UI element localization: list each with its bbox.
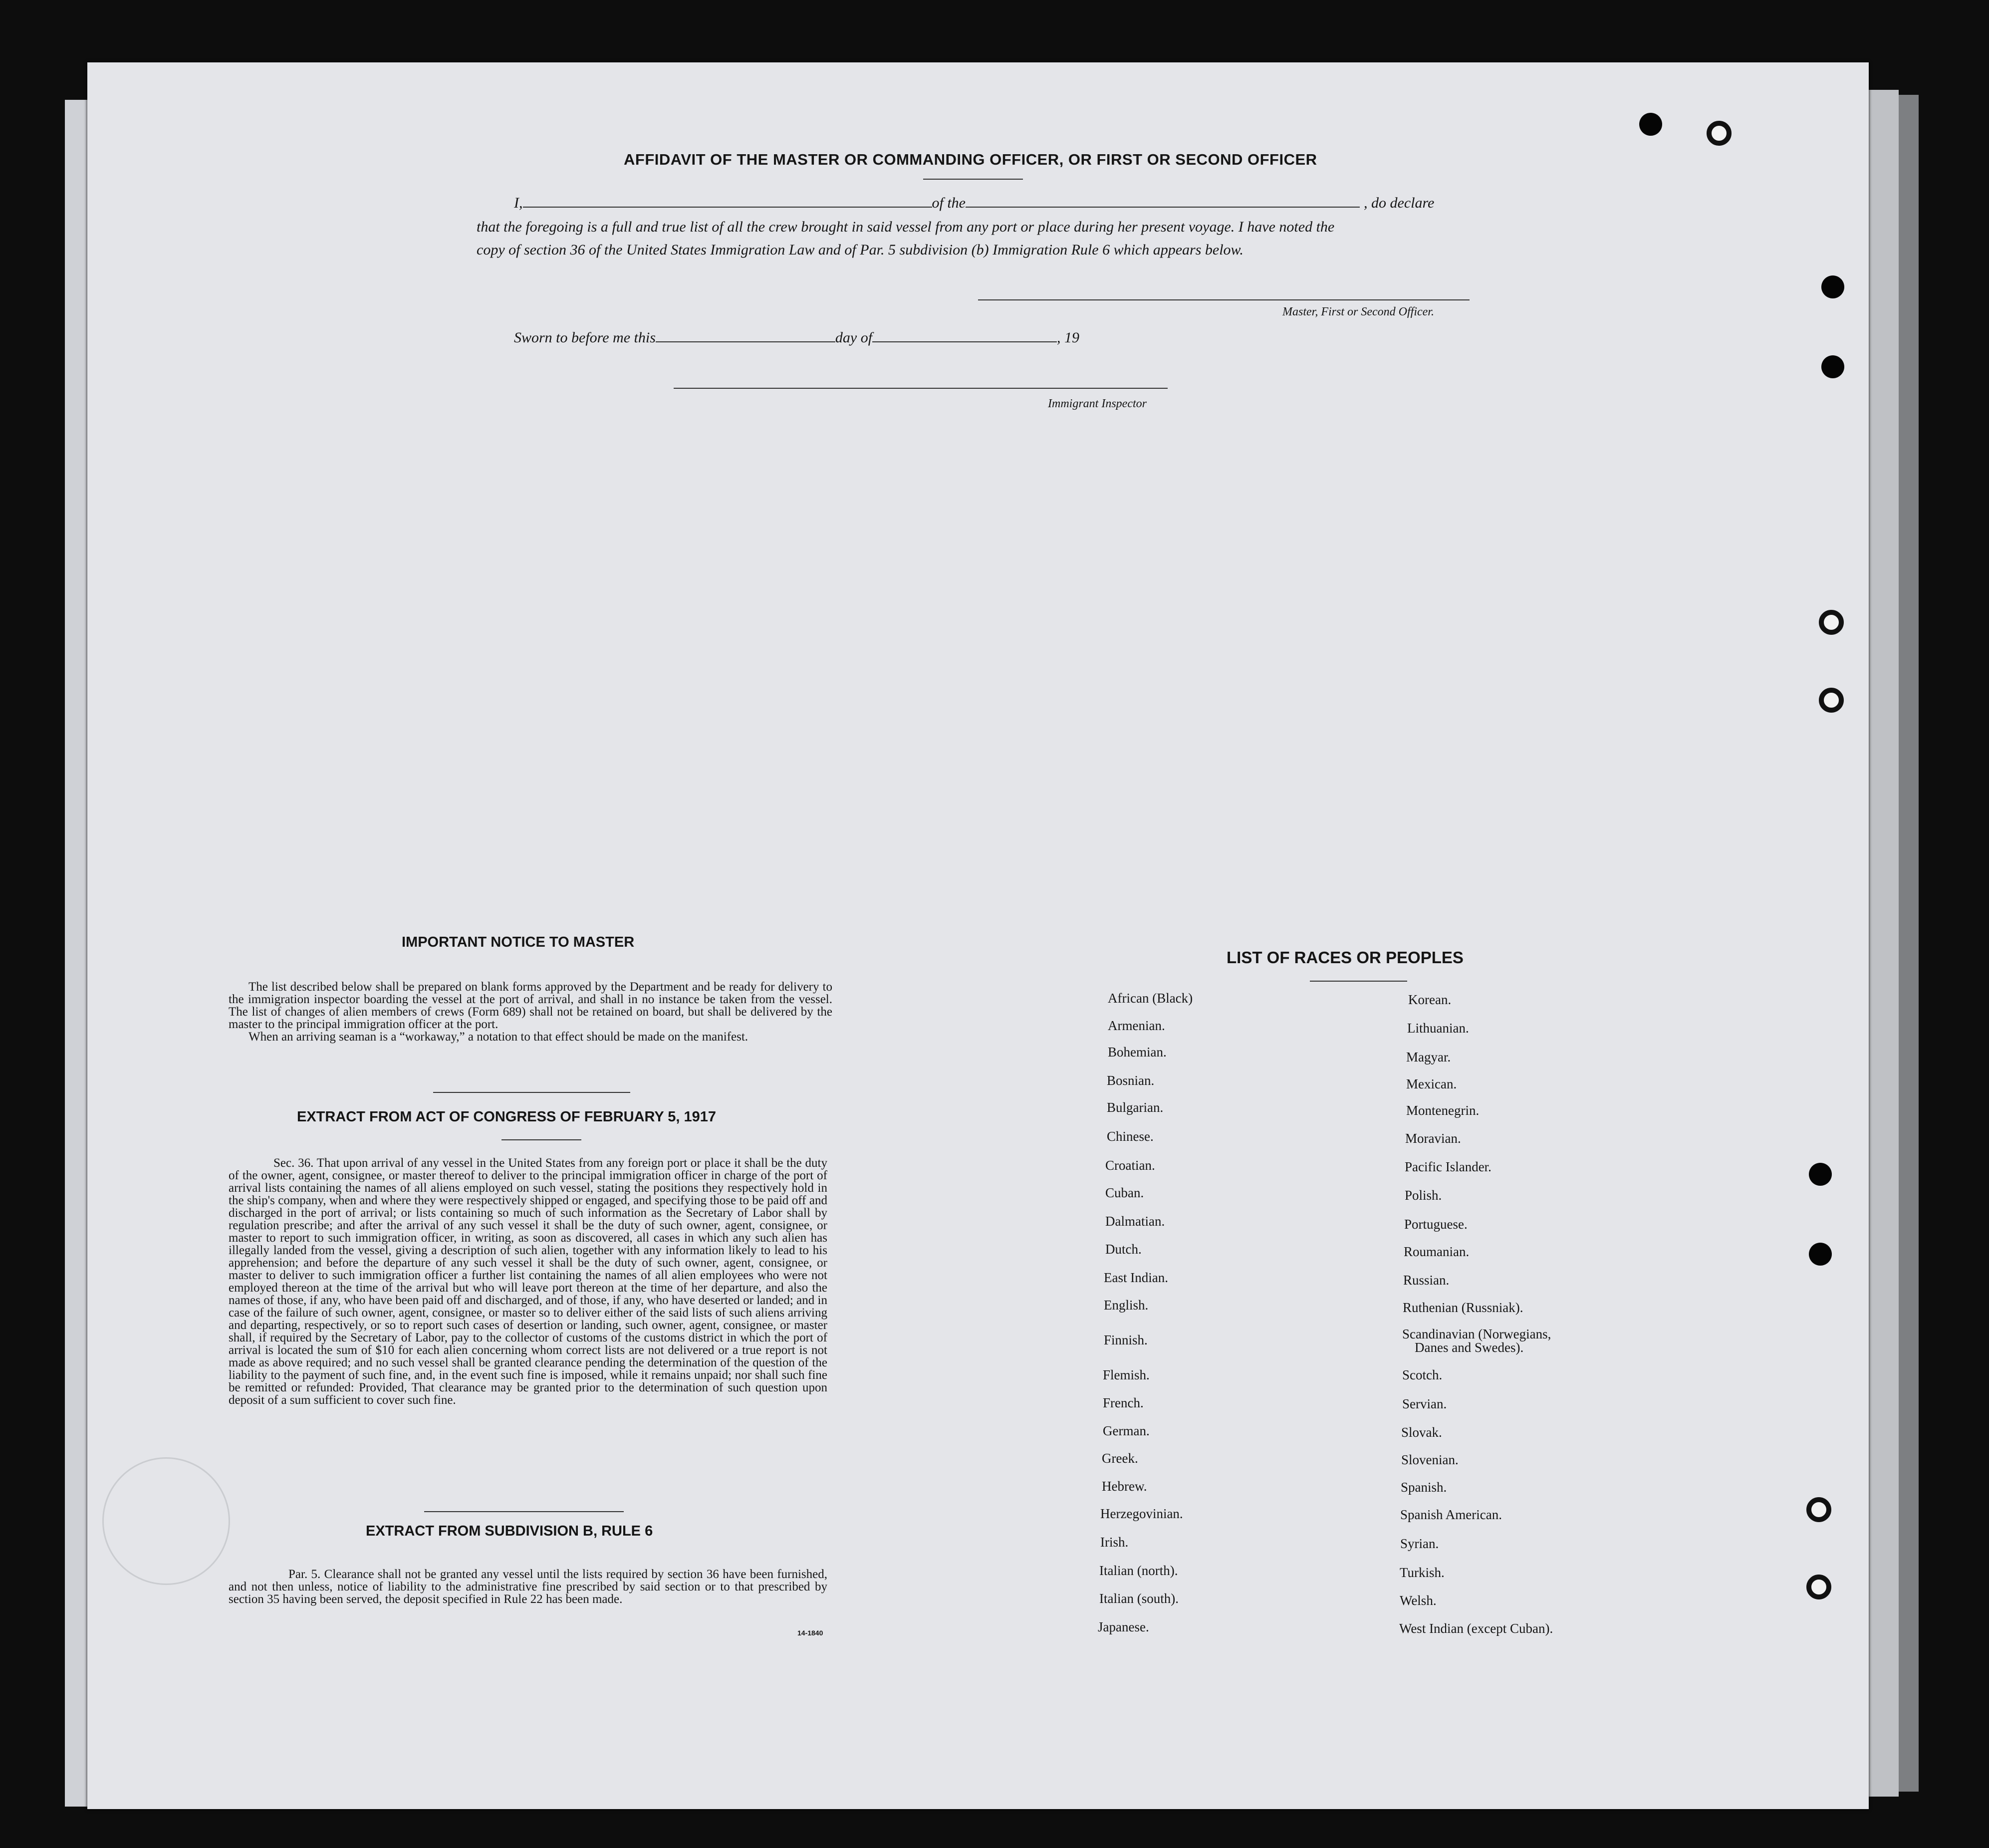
- affidavit-declaration-line: [514, 195, 1434, 212]
- race-item: Greek.: [1102, 1451, 1138, 1466]
- master-signature-label: Master, First or Second Officer.: [1282, 305, 1434, 318]
- divider: [923, 179, 1023, 180]
- race-item: Syrian.: [1400, 1536, 1439, 1551]
- punch-hole: [1819, 688, 1844, 713]
- name-field[interactable]: [523, 196, 932, 208]
- race-item: Montenegrin.: [1406, 1103, 1480, 1118]
- race-item: German.: [1103, 1423, 1150, 1438]
- race-item: Irish.: [1100, 1535, 1129, 1550]
- inspector-signature-field[interactable]: [674, 388, 1168, 389]
- race-item: Russian.: [1403, 1273, 1450, 1288]
- race-item: Welsh.: [1400, 1593, 1437, 1608]
- race-item: Polish.: [1405, 1188, 1442, 1203]
- race-item: Bohemian.: [1108, 1045, 1167, 1059]
- par-5-paragraph: Par. 5. Clearance shall not be granted any vessel until the lists required by section 36 have been furnished, and not then unless, notice of liability to the administrative fine prescribed by said section or to that prescribed by section 35 having been served, the deposit specified in Rule 22 has been made.: [229, 1568, 827, 1606]
- divider: [433, 1092, 630, 1093]
- race-item: Armenian.: [1108, 1018, 1165, 1033]
- sworn-line: [514, 329, 1079, 346]
- race-item: Finnish.: [1104, 1332, 1148, 1347]
- divider: [501, 1139, 581, 1140]
- race-item: West Indian (except Cuban).: [1399, 1621, 1553, 1636]
- notice-body: [229, 981, 832, 1043]
- race-item: Spanish.: [1401, 1480, 1447, 1495]
- race-item: Scandinavian (Norwegians,: [1402, 1326, 1551, 1341]
- vessel-field[interactable]: [966, 196, 1360, 208]
- punch-hole: [1639, 113, 1662, 136]
- notice-paragraph-2: When an arriving seaman is a “workaway,” a notation to that effect should be made on the manifest.: [249, 1030, 748, 1044]
- master-signature-field[interactable]: [978, 299, 1470, 300]
- race-item: Dutch.: [1105, 1242, 1142, 1257]
- race-item: Lithuanian.: [1407, 1021, 1469, 1036]
- sworn-day-field[interactable]: [656, 330, 835, 342]
- race-item: East Indian.: [1104, 1270, 1168, 1285]
- divider: [1310, 981, 1407, 982]
- divider: [424, 1511, 624, 1512]
- race-item: Flemish.: [1103, 1367, 1150, 1382]
- race-item: Bosnian.: [1107, 1073, 1155, 1088]
- race-item: Cuban.: [1105, 1185, 1144, 1200]
- sworn-label: Sworn to before me this: [514, 329, 656, 346]
- race-item: Pacific Islander.: [1405, 1159, 1492, 1174]
- day-of-label: day of: [835, 329, 873, 346]
- par-5-text: [229, 1568, 827, 1605]
- extract-act-title: EXTRACT FROM ACT OF CONGRESS OF FEBRUARY 5, 1917: [297, 1109, 717, 1125]
- race-item: Herzegovinian.: [1100, 1506, 1183, 1521]
- punch-hole: [1821, 275, 1844, 298]
- race-item: Chinese.: [1107, 1129, 1154, 1144]
- section-36-text: [229, 1157, 827, 1406]
- race-item: Italian (south).: [1099, 1591, 1179, 1606]
- race-item: Korean.: [1408, 992, 1452, 1007]
- race-item: Slovenian.: [1401, 1452, 1459, 1467]
- punch-hole: [1809, 1163, 1832, 1186]
- race-item: Bulgarian.: [1107, 1100, 1164, 1115]
- affidavit-declare-label: , do declare: [1364, 195, 1435, 211]
- race-item: Spanish American.: [1400, 1507, 1502, 1522]
- race-item: English.: [1104, 1298, 1149, 1313]
- notice-title: IMPORTANT NOTICE TO MASTER: [402, 934, 635, 950]
- faded-seal-stamp: [102, 1457, 230, 1585]
- sworn-month-field[interactable]: [872, 330, 1057, 342]
- punch-hole: [1806, 1497, 1831, 1522]
- race-item: Slovak.: [1401, 1425, 1442, 1440]
- punch-hole: [1809, 1243, 1832, 1266]
- races-title: LIST OF RACES OR PEOPLES: [1227, 948, 1464, 967]
- race-item: Portuguese.: [1404, 1217, 1468, 1232]
- inspector-label: Immigrant Inspector: [1048, 397, 1147, 410]
- notice-paragraph-1: The list described below shall be prepared on blank forms approved by the Department and be ready for delivery to the immigration inspector boarding the vessel at the port of arrival, and shall in no instance be taken from the vessel. The list of changes of alien members of crews (Form 689) shall not be retained on board, but shall be delivered by the master to the principal immigration officer at the port.: [229, 980, 832, 1031]
- sheet-edge-dark: [1899, 95, 1919, 1792]
- race-item: Croatian.: [1105, 1158, 1155, 1173]
- section-36-paragraph: Sec. 36. That upon arrival of any vessel in the United States from any foreign port or place it shall be the duty of the owner, agent, consignee, or master thereof to deliver to the principal immigration officer in charge of the port of arrival lists containing the names of all aliens employed on such vessel, stating the positions they respectively hold in the ship's company, when and where they were respectively shipped or engaged, and specifying those to be paid off and discharged in the port of arrival; or lists containing so much of such information as the Secretary of Labor shall by regulation prescribe; and after the arrival of any such vessel it shall be the duty of such owner, agent, consignee, or master to report to such immigration officer, in writing, as soon as discovered, all cases in which any such alien has illegally landed from the vessel, giving a description of such alien, together with any information likely to lead to his apprehension; and before the departure of any such vessel it shall be the duty of such owner, agent, consignee, or master to deliver to such immigration officer a further list containing the names of all alien employees who were not employed thereon at the time of the arrival but who will leave port thereon at the time of her departure, and also the names of those, if any, who have been paid off and discharged, and of those, if any, who have deserted or landed; and in case of the failure of such owner, agent, consignee, or master so to deliver either of the said lists of such aliens arriving and departing, respectively, or so to report such cases of desertion or landing, such owner, agent, consignee, or master shall, if required by the Secretary of Labor, pay to the collector of customs of the customs district in which the port of arrival is located the sum of $10 for each alien concerning whom correct lists are not delivered or a true report is not made as above required; and no such vessel shall be granted clearance pending the determination of the question of the liability to the payment of such fine, and, in the event such fine is imposed, while it remains unpaid; nor shall such fine be remitted or refunded: Provided, That clearance may be granted prior to the determination of such question upon deposit of a sum sufficient to cover such fine.: [229, 1156, 827, 1407]
- punch-hole: [1821, 355, 1844, 378]
- race-item: Servian.: [1402, 1396, 1447, 1411]
- race-item: Italian (north).: [1099, 1563, 1178, 1578]
- race-item: Scotch.: [1402, 1367, 1443, 1382]
- race-item: Dalmatian.: [1105, 1214, 1165, 1229]
- sheet-edge: [1869, 90, 1899, 1797]
- race-item: Ruthenian (Russniak).: [1403, 1300, 1523, 1315]
- race-item: Danes and Swedes).: [1415, 1340, 1524, 1355]
- affidavit-text: [477, 216, 1475, 262]
- race-item: Turkish.: [1400, 1565, 1445, 1580]
- affidavit-i-label: I,: [514, 195, 523, 211]
- year-prefix-label: , 19: [1057, 329, 1080, 346]
- affidavit-title: AFFIDAVIT OF THE MASTER OR COMMANDING OFFICER, OR FIRST OR SECOND OFFICER: [624, 151, 1317, 168]
- affidavit-text-line-1: that the foregoing is a full and true list of all the crew brought in said vessel from any port or place during her present voyage. I have noted the: [477, 219, 1335, 235]
- punch-hole: [1806, 1575, 1831, 1599]
- manifest-page: [87, 62, 1869, 1809]
- affidavit-text-line-2: copy of section 36 of the United States Immigration Law and of Par. 5 subdivision (b) Immigration Rule 6 which appears below.: [477, 242, 1243, 258]
- affidavit-of-the-label: of the: [932, 195, 966, 211]
- punch-hole: [1707, 121, 1732, 146]
- race-item: Roumanian.: [1404, 1244, 1470, 1259]
- extract-rule-title: EXTRACT FROM SUBDIVISION B, RULE 6: [366, 1523, 653, 1539]
- punch-hole: [1819, 610, 1844, 635]
- race-item: Hebrew.: [1102, 1479, 1147, 1494]
- form-number: 14-1840: [797, 1629, 823, 1637]
- race-item: Magyar.: [1406, 1050, 1451, 1064]
- race-item: Mexican.: [1406, 1076, 1457, 1091]
- race-item: Moravian.: [1405, 1131, 1461, 1146]
- race-item: French.: [1103, 1395, 1144, 1410]
- race-item: African (Black): [1108, 991, 1193, 1006]
- race-item: Japanese.: [1098, 1619, 1149, 1634]
